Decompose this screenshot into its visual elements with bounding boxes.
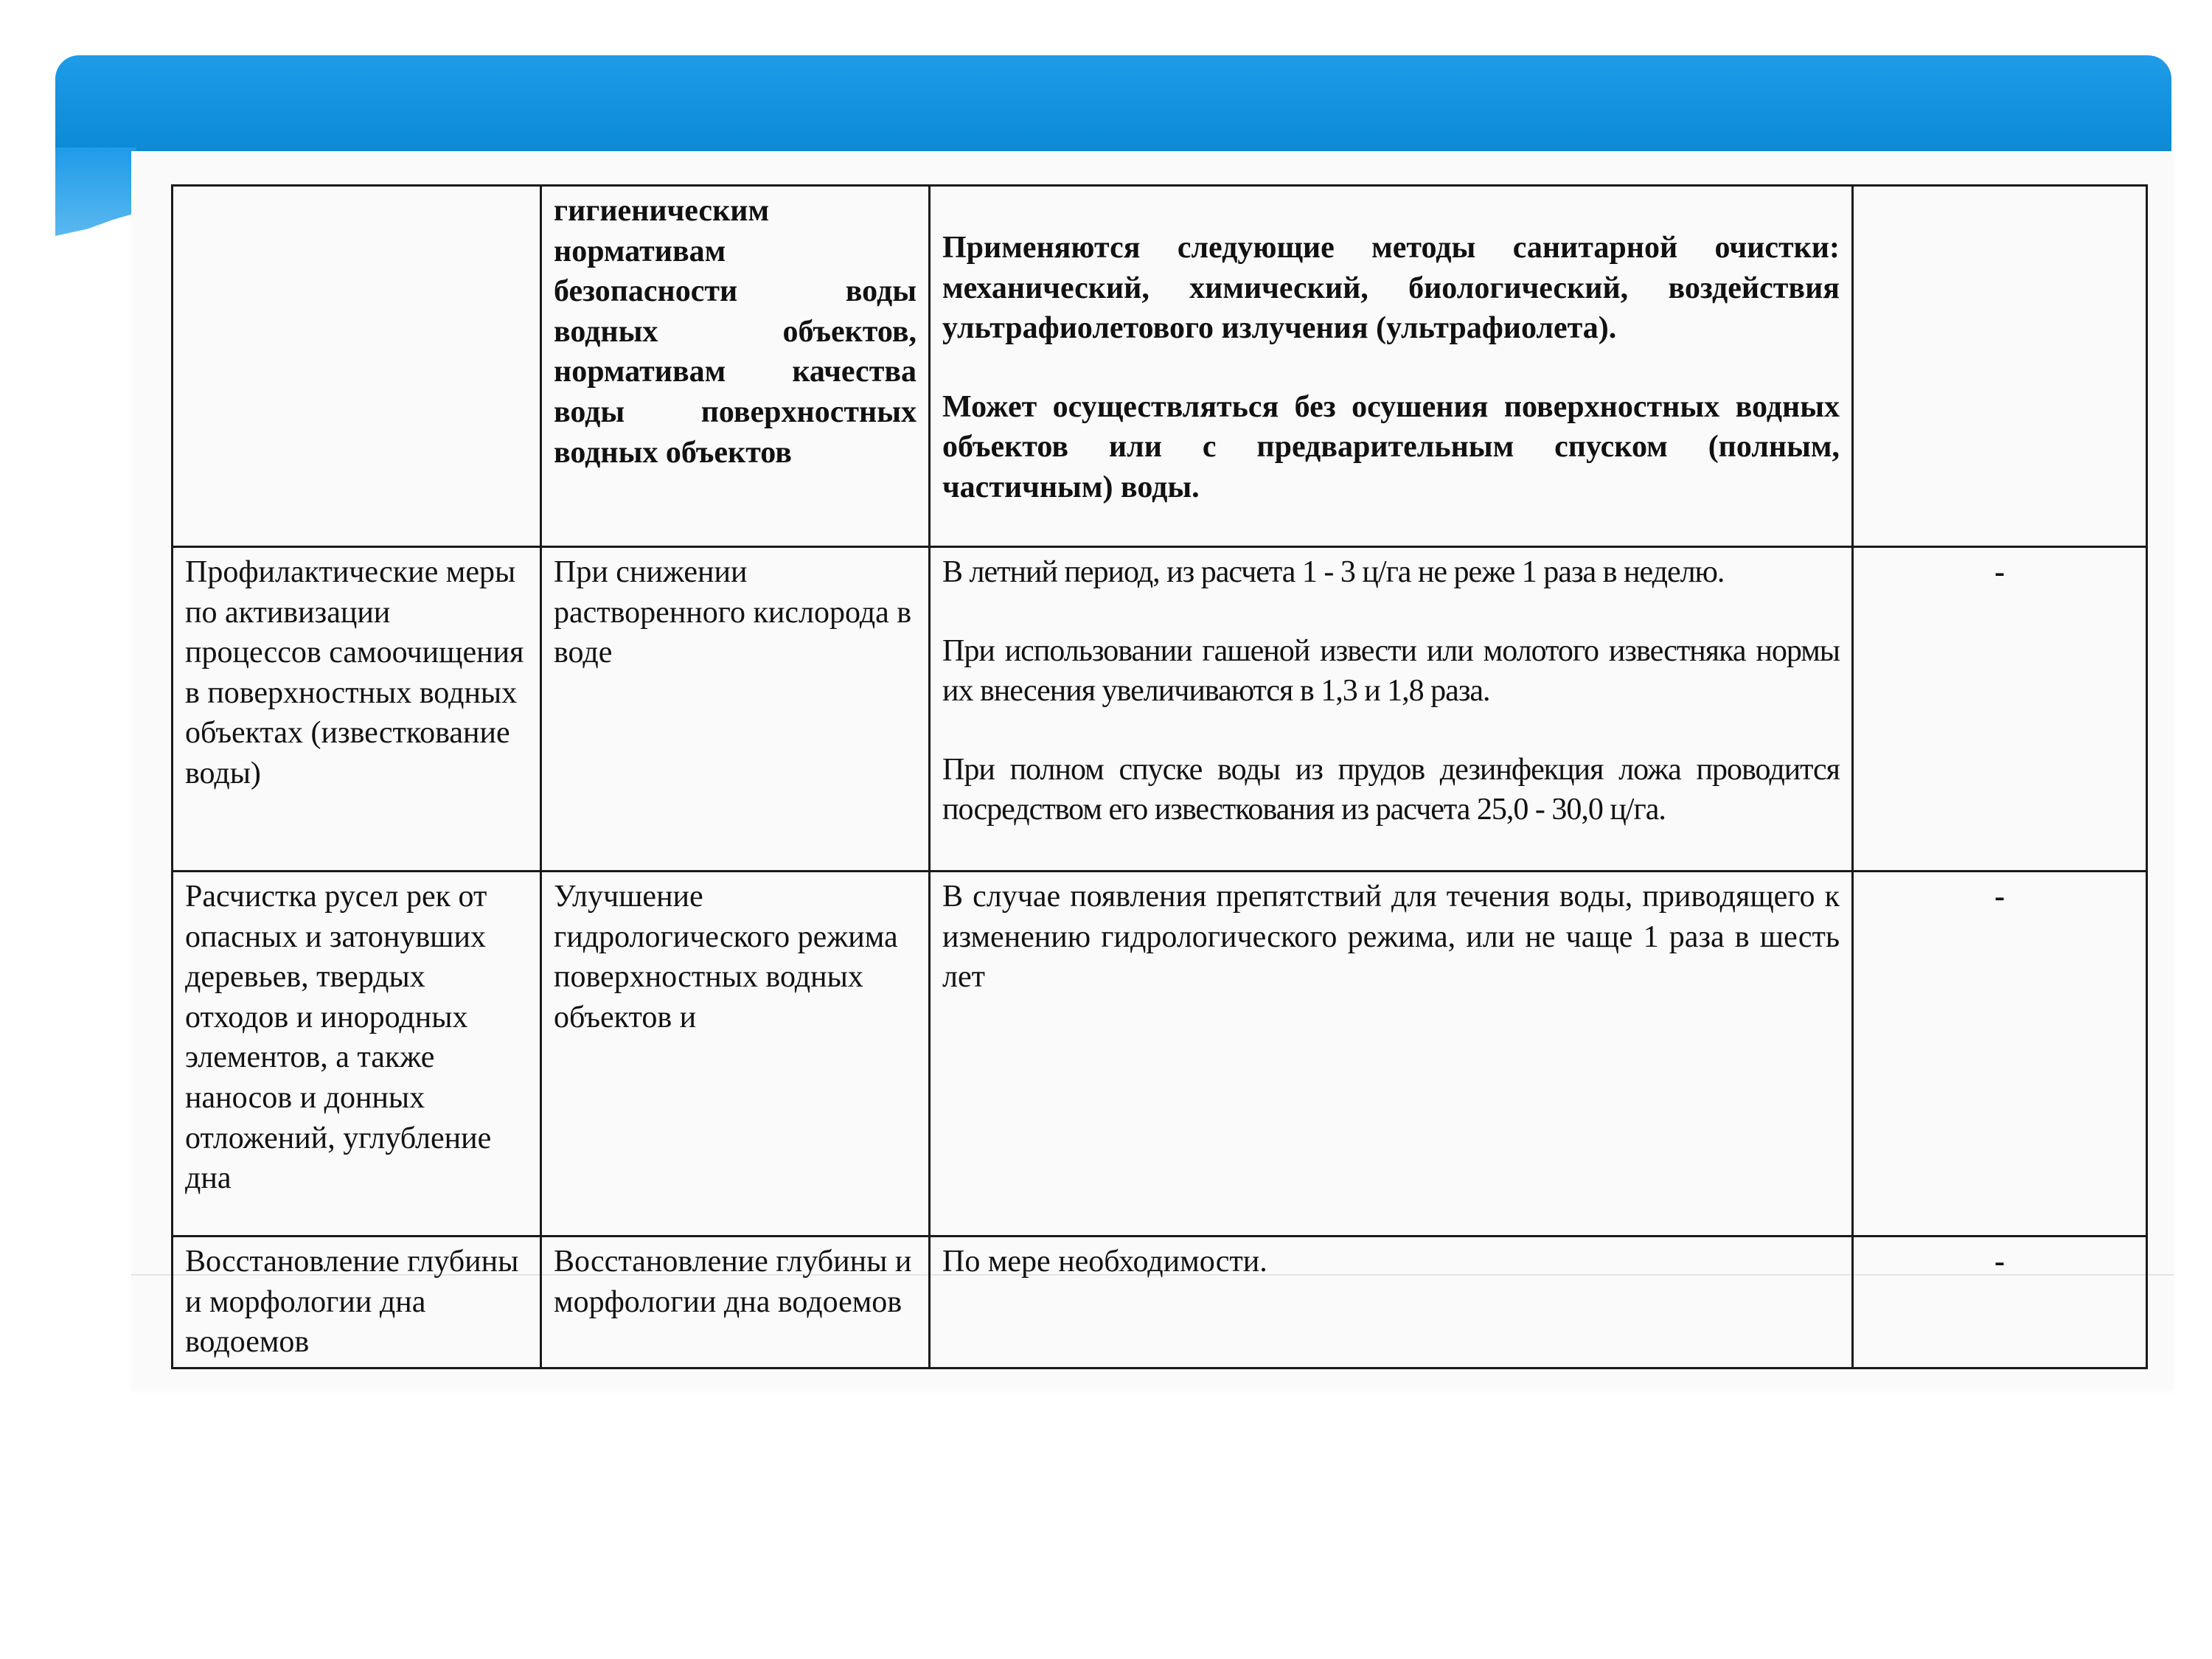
conditions-cell [930, 1237, 1853, 1368]
measure-cell: Восстановление глубины и морфологии дна водоемов [173, 1237, 541, 1368]
purpose-cell: При снижении растворенного кислорода в воде [541, 547, 930, 872]
measure-cell [173, 186, 541, 547]
conditions-cell [930, 872, 1853, 1237]
note-dash: - [1994, 1245, 2005, 1279]
note-cell [1853, 547, 2147, 872]
condition-text: При использовании гашеной извести или молотого известняка нормы их внесения увеличиваются в 1,3 и 1,8 раза. [942, 633, 1840, 709]
purpose-cell: Восстановление глубины и морфологии дна водоемов [541, 1237, 930, 1368]
conditions-cell [930, 547, 1853, 872]
table-row [173, 547, 2147, 872]
purpose-cell: Улучшение гидрологического режима поверхностных водных объектов и [541, 872, 930, 1237]
condition-text: Применяются следующие методы санитарной очистки: механический, химический, биологический, воздействия ультрафиолетового излучения (ультрафиолета). [942, 231, 1840, 346]
note-dash: - [1994, 555, 2005, 589]
table-row [173, 872, 2147, 1237]
note-dash: - [1994, 880, 2005, 914]
measure-cell: Профилактические меры по активизации процессов самоочищения в поверхностных водных объектах (известкование воды) [173, 547, 541, 872]
note-cell [1853, 1237, 2147, 1368]
purpose-cell: гигиеническим нормативам безопасности воды водных объектов, нормативам качества воды поверхностных водных объектов [541, 186, 930, 547]
note-cell [1853, 186, 2147, 547]
slide-title-banner [55, 55, 2171, 151]
condition-text: При полном спуске воды из прудов дезинфекция ложа проводится посредством его известкования из расчета 25,0 - 30,0 ц/га. [942, 752, 1840, 827]
measures-table [171, 184, 2148, 1369]
measure-cell: Расчистка русел рек от опасных и затонувших деревьев, твердых отходов и инородных элементов, а также наносов и донных отложений, углубление дна [173, 872, 541, 1237]
condition-text: По мере необходимости. [942, 1245, 1267, 1279]
condition-text: Может осуществляться без осушения поверхностных водных объектов или с предварительным спуском (полным, частичным) воды. [942, 389, 1840, 504]
condition-text: В летний период, из расчета 1 - 3 ц/га не реже 1 раза в неделю. [942, 555, 1725, 589]
conditions-cell [930, 186, 1853, 547]
condition-text: В случае появления препятствий для течения воды, приводящего к изменению гидрологического режима, или не чаще 1 раза в шесть лет [942, 880, 1840, 995]
table-row [173, 186, 2147, 547]
table-row [173, 1237, 2147, 1368]
note-cell [1853, 872, 2147, 1237]
banner-decoration [55, 147, 136, 236]
